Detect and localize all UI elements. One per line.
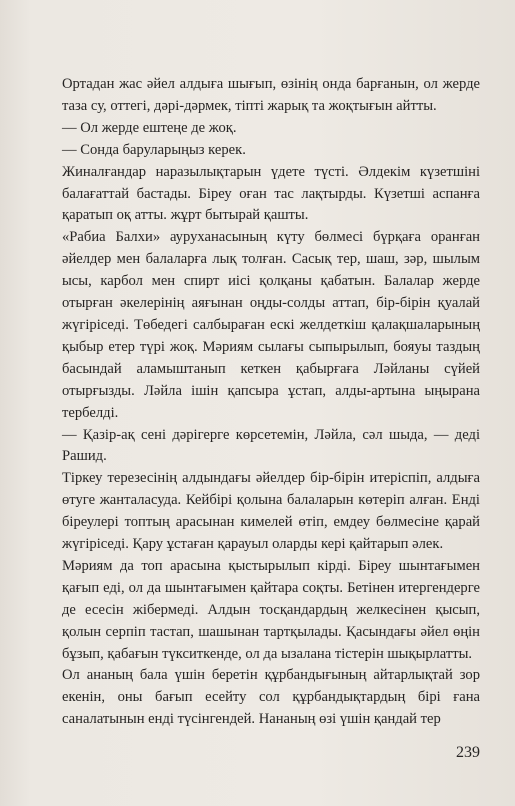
paragraph: Жиналғандар наразылықтарын үдете түсті. Әлдекім күзетшіні балағаттай бастады. Біреу оған тас лақтырды. Күзетші аспанға қаратып оқ атты. жұрт бытырай қашты.	[62, 163, 480, 224]
paragraph: Ол ананың бала үшін беретін құрбандығының айтарлықтай зор екенін, оны бағып есейту сол құрбандықтардың бірі ғана саналатынын енді түсінгендей. Нананың өзі үшін қандай тер	[62, 667, 480, 728]
dialogue-line: — Қазір-ақ сені дәрігерге көрсетемін, Ләйла, сәл шыда, — деді Рашид.	[62, 426, 480, 465]
page-body-text	[62, 74, 480, 731]
page-number: 239	[456, 744, 480, 761]
paragraph: Мәриям да топ арасына қыстырылып кірді. Біреу шынтағымен қағып еді, ол да шынтағымен қайтара соқты. Бетінен итергендерге де есесін жібермеді. Алдын тосқандардың желкесінен қысып, қолын серпіп тастап, шашынан тартқылады. Қасындағы әйел өңін бұзып, қабағын түкситкенде, ол да ызалана тістерін шықырлатты.	[62, 557, 480, 662]
paragraph: Ортадан жас әйел алдыға шығып, өзінің онда барғанын, ол жерде таза су, оттегі, дәрі-дәрмек, тіпті жарық та жоқтығын айтты.	[62, 76, 480, 114]
paragraph: «Рабиа Балхи» ауруханасының күту бөлмесі бүрқаға оранған әйелдер мен балаларға лық толған. Сасық тер, шаш, зәр, шылым ысы, карбол мен спирт иісі қолқаны қабатын. Балалар жерде отырған әкелерінің аяғынан оңды-солды аттап, бір-бірін қуалай жүгіріседі. Төбедегі салбыраған ескі желдеткіш қалақшаларының қыбыр етер түрі жоқ. Мәриям сылағы сыпырылып, бояуы таздың басындай аламыштанып кеткен қабырғаға Ләйланы сүйей отырғызды. Ләйла ішін қапсыра ұстап, алды-артына ыңырана тербелді.	[62, 229, 480, 421]
paragraph: Тіркеу терезесінің алдындағы әйелдер бір-бірін итеріспіп, алдыға өтуге жанталасуда. Кейбірі қолына балаларын көтеріп алған. Енді біреулері топтың арасынан кимелей өтіп, емдеу бөлмесіне қарай жүгіріседі. Қару ұстаған қарауыл оларды кері қайтарып әлек.	[62, 470, 480, 553]
dialogue-line: — Ол жерде ештеңе де жоқ.	[62, 119, 237, 136]
dialogue-line: — Сонда баруларыңыз керек.	[62, 141, 246, 158]
